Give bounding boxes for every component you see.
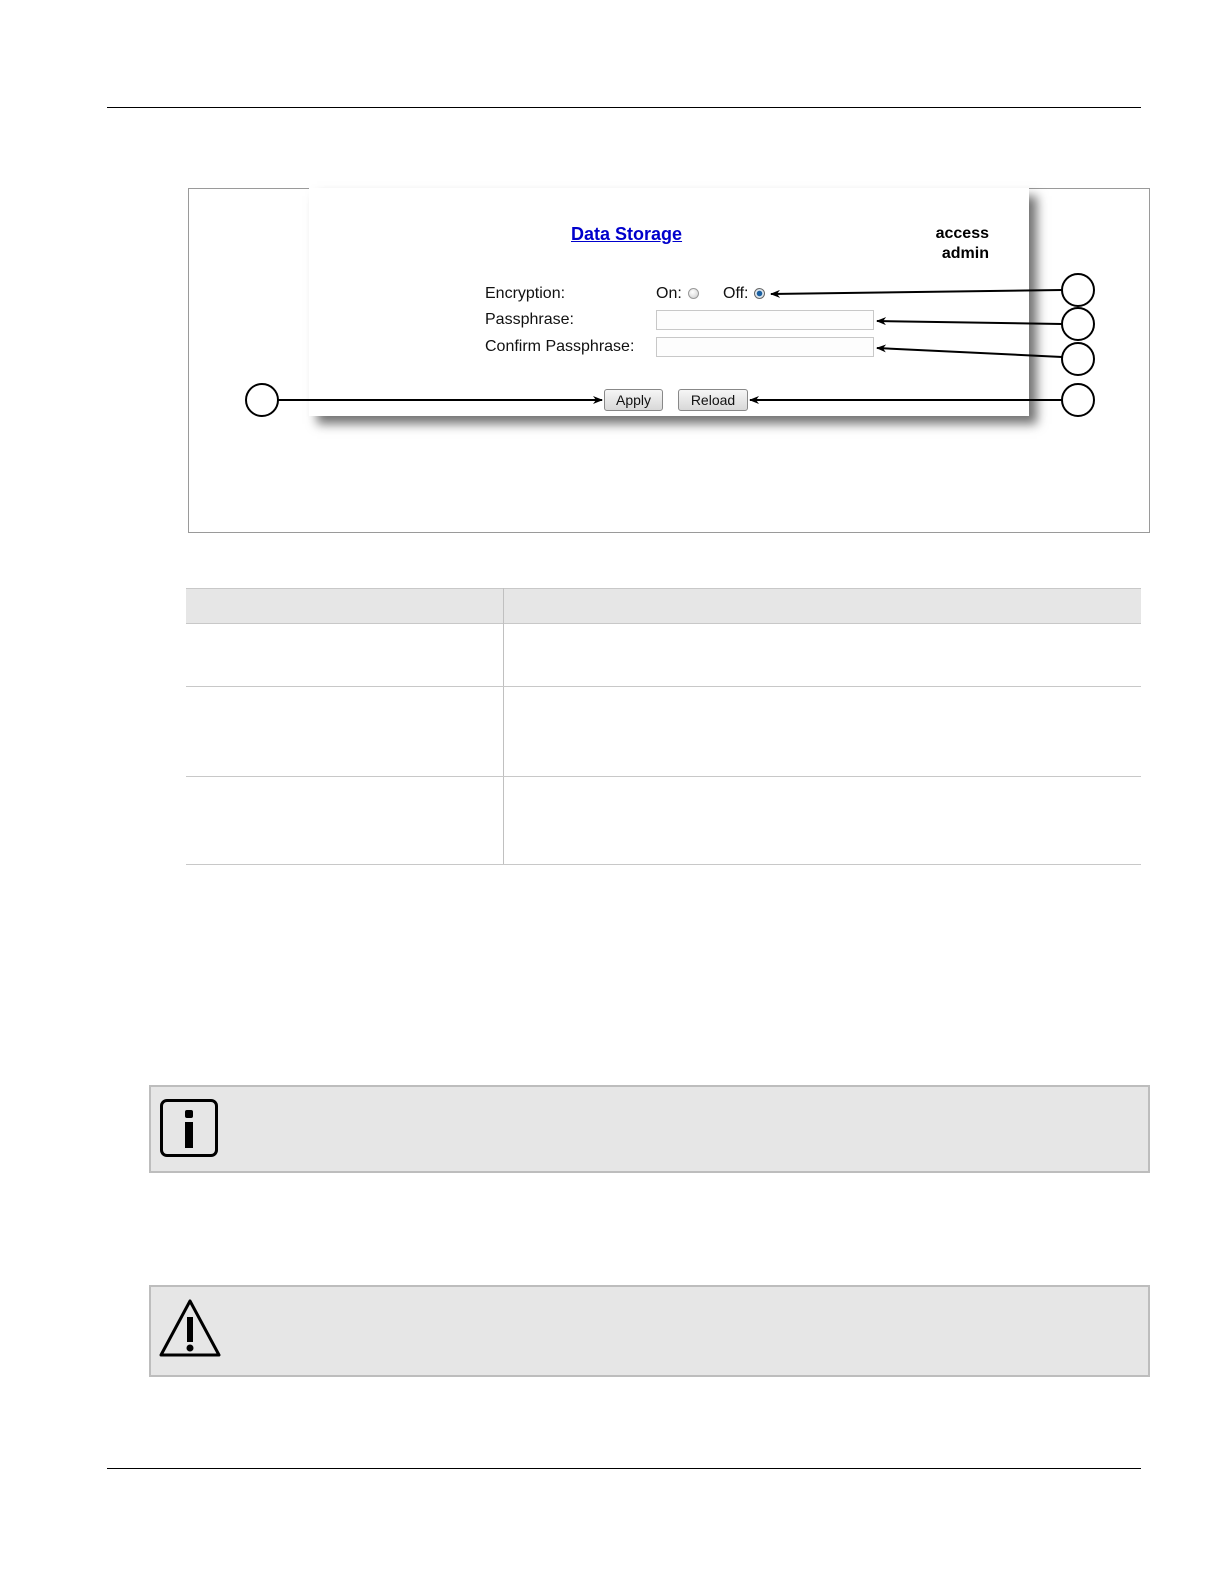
confirm-passphrase-label: Confirm Passphrase: xyxy=(485,338,635,355)
header-rule xyxy=(107,107,1141,108)
warning-triangle-icon xyxy=(158,1297,222,1359)
encryption-off-label: Off: xyxy=(723,285,749,302)
callout-apply xyxy=(246,384,602,416)
header-parameter-cell xyxy=(186,589,503,623)
figure-frame xyxy=(188,188,1150,533)
access-role: admin xyxy=(941,245,989,262)
callout-passphrase xyxy=(877,308,1094,340)
callout-overlay xyxy=(189,189,1151,534)
encryption-label: Encryption: xyxy=(485,285,566,302)
encryption-on-label: On: xyxy=(656,285,682,302)
table-row xyxy=(186,777,1141,864)
data-storage-title-link[interactable]: Data Storage xyxy=(571,224,683,244)
parameter-table xyxy=(186,588,1141,865)
warning-box xyxy=(149,1285,1150,1377)
callout-confirm-passphrase xyxy=(877,343,1094,375)
note-box xyxy=(149,1085,1150,1173)
header-description-cell xyxy=(504,589,1141,623)
callout-reload xyxy=(750,384,1094,416)
reload-button[interactable]: Reload xyxy=(678,389,748,411)
access-label: access xyxy=(935,225,989,242)
passphrase-label: Passphrase: xyxy=(485,311,574,328)
apply-button[interactable]: Apply xyxy=(604,389,663,411)
table-row xyxy=(186,625,1141,686)
info-icon xyxy=(160,1099,218,1157)
row-divider xyxy=(186,864,1141,865)
table-row xyxy=(186,687,1141,776)
callout-encryption xyxy=(771,274,1094,306)
table-header xyxy=(186,588,1141,624)
footer-rule xyxy=(107,1468,1141,1469)
